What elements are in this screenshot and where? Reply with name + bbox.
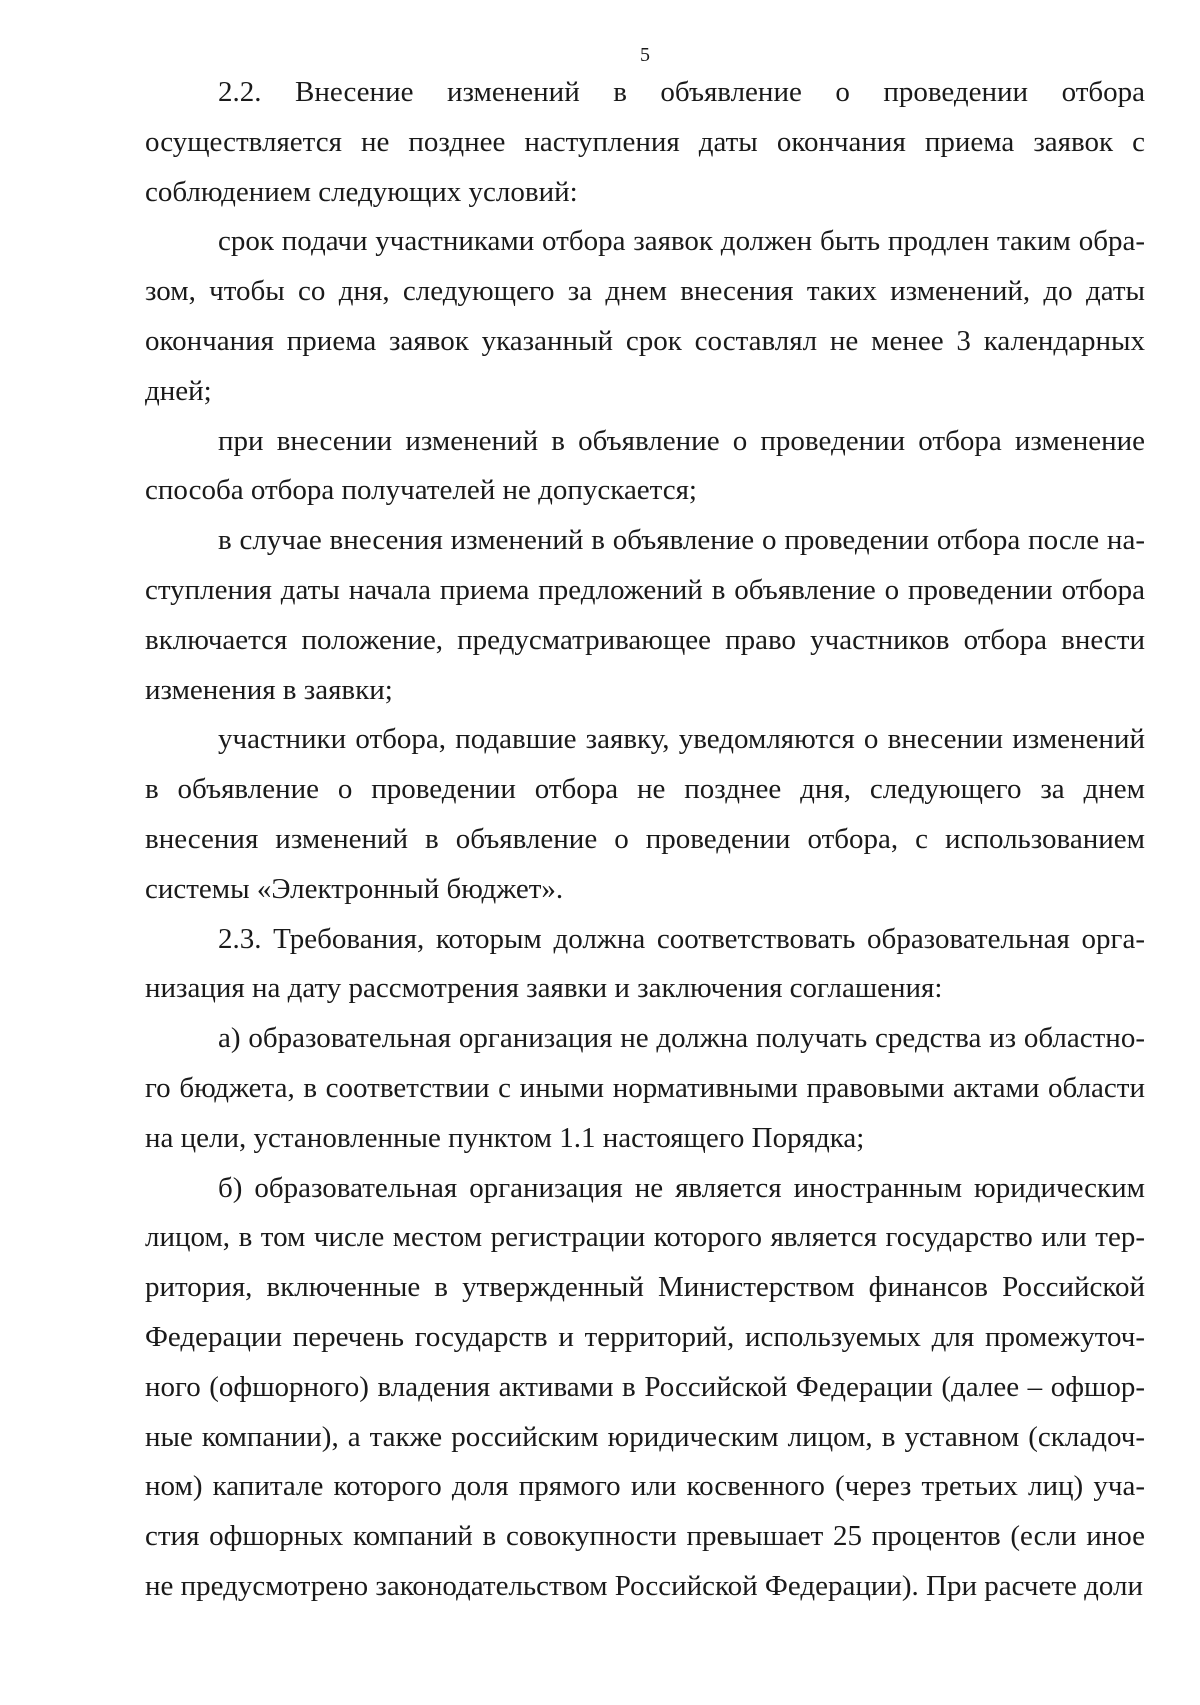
page-number: 5 [640,44,650,66]
paragraph-method-change: при внесении изменений в объявление о проведении отбора изменение способа отбора получателей не допускается; [145,424,1145,507]
paragraph-changes-after-start: в случае внесения изменений в объявление о проведении отбора после наступления даты начала приема предложений в объявление о проведении отбора включается положение, предусматривающее право участников отбора внести изменения в заявки; [145,524,1145,706]
paragraph-2-2: 2.2. Внесение изменений в объявление о проведении отбора осуществляется не позднее наступления даты окончания приема заявок с соблюдением следующих условий: [145,76,1145,208]
paragraph-2-3: 2.3. Требования, которым должна соответствовать образовательная организация на дату рассмотрения заявки и заключения соглашения: [145,922,1145,1005]
paragraph-requirement-a: а) образовательная организация не должна получать средства из областного бюджета, в соответствии с иными нормативными правовыми актами области на цели, установленные пунктом 1.1 настоящего Порядка; [145,1022,1145,1154]
document-body [145,68,1145,1612]
paragraph-deadline-extension: срок подачи участниками отбора заявок должен быть продлен таким образом, чтобы со дня, следующего за днем внесения таких изменений, до даты окончания приема заявок указанный срок составлял не менее 3 календарных дней; [145,225,1145,407]
paragraph-requirement-b: б) образовательная организация не является иностранным юридическим лицом, в том числе местом регистрации которого является государство или территория, включенные в утвержденный Министерством финансов Российской Федерации перечень государств и территорий, используемых для промежуточного (офшорного) владения активами в Российской Федерации (далее – офшорные компании), а также российским юридическим лицом, в уставном (складочном) капитале которого доля прямого или косвенного (через третьих лиц) участия офшорных компаний в совокупности превышает 25 процентов (если иное не предусмотрено законодательством Российской Федерации). При расчете доли [145,1171,1145,1602]
paragraph-participant-notification: участники отбора, подавшие заявку, уведомляются о внесении изменений в объявление о проведении отбора не позднее дня, следующего за днем внесения изменений в объявление о проведении отбора, с использованием системы «Электронный бюджет». [145,723,1145,905]
